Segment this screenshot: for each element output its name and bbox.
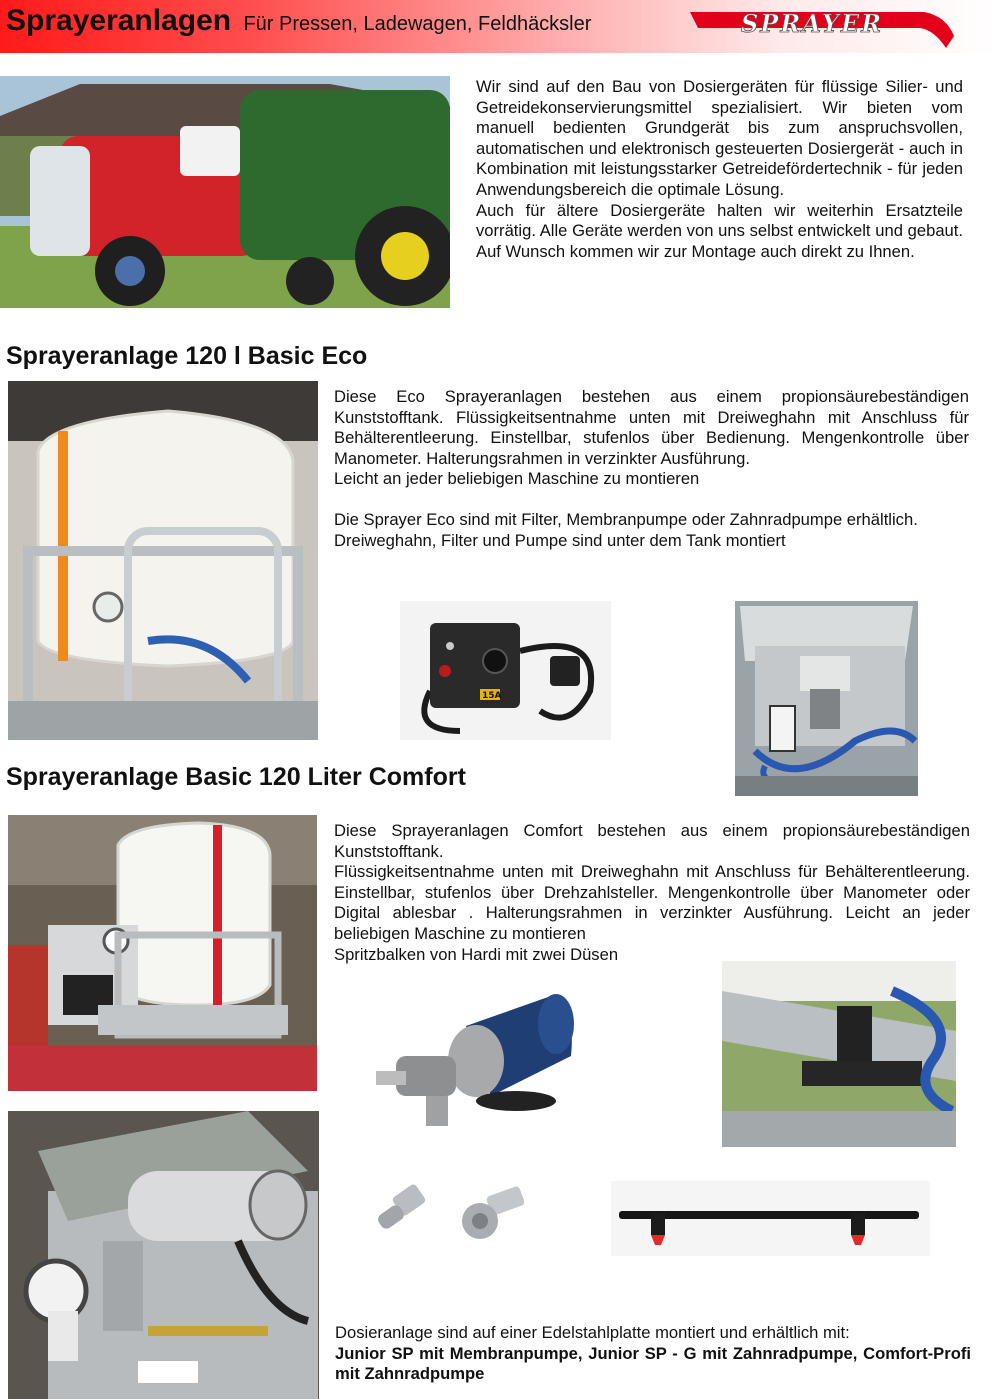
- header-title: Sprayeranlagen: [6, 4, 232, 37]
- sprayer-logo: [684, 6, 956, 50]
- comfort-paragraph-2: Flüssigkeitsentnahme unten mit Dreiweghahn mit Anschluss für Behälterentleerung. Einstellbar, stufenlos über Drehzahlsteller. Mengenkontrolle über Manometer oder Digital ablesbar . Halterungsrahmen in verzinkter Ausführung. Leicht an jeder beliebigen Maschine zu montieren: [334, 862, 970, 943]
- controller-fuse-label: 15A: [482, 691, 502, 701]
- intro-paragraph-2: Auch für ältere Dosiergeräte halten wir weiterhin Ersatzteile vorrätig. Alle Geräte werden von uns selbst entwickelt und gebaut. Auf Wunsch kommen wir zur Montage auch direkt zu Ihnen.: [476, 200, 963, 261]
- spray-boom-photo: [611, 1181, 930, 1256]
- eco-paragraph-2: Leicht an jeder beliebigen Maschine zu montieren: [334, 469, 700, 489]
- eco-paragraph-3: Die Sprayer Eco sind mit Filter, Membranpumpe oder Zahnradpumpe erhältlich.: [334, 509, 918, 529]
- footer-line-1: Dosieranlage sind auf einer Edelstahlplatte montiert und erhältlich mit:: [335, 1323, 850, 1342]
- eco-paragraph-1: Diese Eco Sprayeranlagen bestehen aus einem propionsäurebeständigen Kunststofftank. Flüssigkeitsentnahme unten mit Dreiweghahn mit Anschluss für Behälterentleerung. Einstellbar, stufenlos über Bedienung. Mengenkontrolle über Manometer. Halterungsrahmen in verzinkter Ausführung.: [334, 387, 969, 468]
- header-subtitle: Für Pressen, Ladewagen, Feldhäcksler: [243, 13, 592, 35]
- pump-filter-photo: [735, 601, 918, 796]
- comfort-text: [334, 821, 970, 965]
- footer-text: [335, 1323, 971, 1385]
- three-way-valve-photo: [722, 961, 956, 1147]
- page-title: [6, 4, 591, 38]
- footer-line-2: Junior SP mit Membranpumpe, Junior SP - G mit Zahnradpumpe, Comfort-Profi mit Zahnradpumpe: [335, 1343, 971, 1384]
- controller-photo: [400, 601, 611, 740]
- comfort-paragraph-3: Spritzbalken von Hardi mit zwei Düsen: [334, 944, 619, 964]
- eco-paragraph-4: Dreiweghahn, Filter und Pumpe sind unter dem Tank montiert: [334, 530, 786, 550]
- eco-text: [334, 387, 969, 551]
- baler-with-sprayer-photo: [0, 76, 450, 308]
- intro-paragraph-1: Wir sind auf den Bau von Dosiergeräten für flüssige Silier- und Getreidekonservierungsmittel spezialisiert. Wir bieten vom manuell bedienten Grundgerät bis zum anspruchsvollen, automatischen und elektronisch gesteuerten Dosiergerät - auch in Kombination mit leistungsstarker Getreidefördertechnik - für jeden Anwendungsbereich die optimale Lösung.: [476, 77, 963, 199]
- intro-text: [476, 77, 963, 262]
- comfort-heading: Sprayeranlage Basic 120 Liter Comfort: [6, 763, 466, 791]
- gear-pump-photo: [366, 986, 586, 1136]
- eco-tank-photo: [8, 381, 318, 740]
- logo-text: SPRAYER: [740, 9, 884, 38]
- coupling-male-photo: [370, 1181, 440, 1243]
- stainless-plate-unit-photo: [8, 1111, 319, 1399]
- eco-heading: Sprayeranlage 120 l Basic Eco: [6, 342, 368, 370]
- coupling-female-photo: [458, 1181, 533, 1243]
- comfort-paragraph-1: Diese Sprayeranlagen Comfort bestehen aus einem propionsäurebeständigen Kunststofftank.: [334, 821, 970, 861]
- comfort-tank-photo: [8, 815, 317, 1091]
